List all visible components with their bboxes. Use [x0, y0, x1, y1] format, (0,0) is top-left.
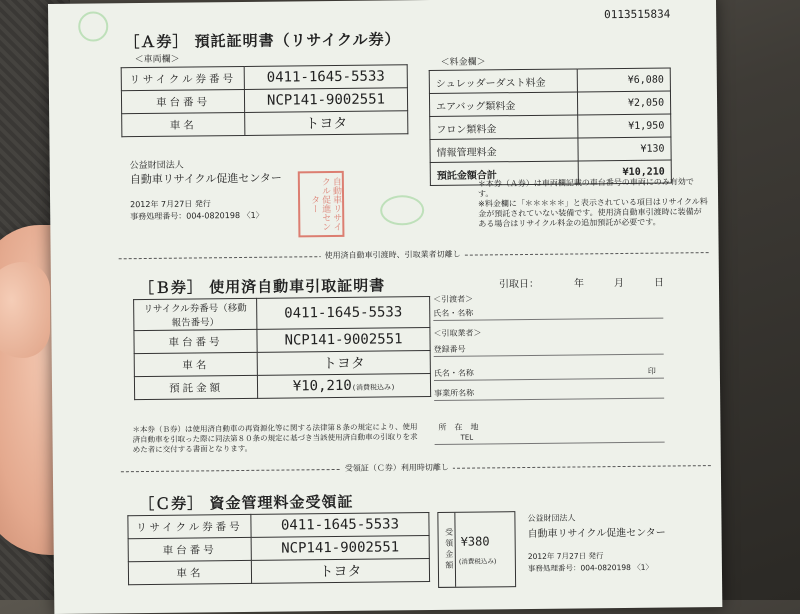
a-note-fees: ※料金欄に「＊＊＊＊＊」と表示されている項目はリサイクル料金が預託されていない装備です。使用済自動車引渡時に装備がある場合はリサイクル料金の追加預託が必要です。: [478, 197, 708, 229]
receipt-box: [437, 511, 516, 588]
c-label-ticket: リサイクル券番号: [128, 514, 251, 538]
b-deposit-amount: ¥10,210: [292, 377, 352, 395]
handover-caption: ＜引渡者＞: [433, 294, 474, 304]
a-title: ［Ａ券］ 預託証明書（リサイクル券）: [124, 30, 401, 52]
a-vehicle-caption: ＜車両欄＞: [134, 54, 180, 66]
a-ticket-number: 0411-1645-5533: [244, 65, 407, 90]
a-make: トヨタ: [245, 111, 408, 136]
b-label-make: 車名: [134, 352, 257, 376]
handover-name-label: 氏名・名称: [433, 308, 474, 318]
receipt-label: 受領金額: [438, 513, 456, 587]
c-issue-date: 2012年 7月27日 発行: [527, 551, 604, 562]
reg-no-line: [434, 354, 664, 357]
c-org-name: 自動車リサイクル促進センター: [527, 527, 666, 541]
a-fee-caption: ＜料金欄＞: [440, 57, 486, 68]
fee-label-shredder: シュレッダーダスト料金: [429, 69, 577, 94]
a-label-chassis: 車台番号: [121, 89, 244, 113]
a-fee-table: [429, 67, 672, 186]
c-title: ［Ｃ券］ 資金管理料金受領証: [139, 492, 354, 514]
c-office-number: 事務処理番号：004-0820198 〈1〉: [527, 562, 654, 574]
b-label-deposit: 預託金額: [134, 375, 257, 399]
a-issue-date: 2012年 7月27日 発行: [130, 199, 211, 210]
b-label-chassis: 車台番号: [134, 329, 257, 353]
tel-label: TEL: [460, 433, 474, 442]
fee-label-total: 預託金額合計: [430, 161, 578, 186]
a-vehicle-table: [121, 64, 409, 137]
fee-shredder: ¥6,080: [577, 68, 670, 92]
a-org-type: 公益財団法人: [129, 160, 184, 172]
a-note-validity: ＊本券（Ａ券）は車両欄記載の車台番号の車両にのみ有効です。: [477, 177, 694, 199]
b-legal-note: ＊本券（Ｂ券）は使用済自動車の再資源化等に関する法律第８条の規定により、使用済自動車を引取った際に同法第８０条の規定に基づき当該使用済自動車の引取りを求めた者に交付する書面となります。: [132, 422, 418, 455]
fee-label-info: 情報管理料金: [430, 138, 578, 163]
recycle-mark: [380, 195, 424, 225]
a-chassis-number: NCP141-9002551: [244, 88, 407, 113]
a-label-ticket: リサイクル券番号: [121, 66, 244, 90]
receiver-caption: ＜引取業者＞: [433, 328, 482, 338]
b-label-ticket: リサイクル券番号（移動報告番号）: [134, 298, 257, 330]
fee-total: ¥10,210: [578, 160, 671, 184]
cut-line-1-label: 使用済自動車引渡時、引取業者切離し: [321, 249, 465, 262]
b-make: トヨタ: [257, 351, 430, 376]
fee-airbag: ¥2,050: [577, 91, 670, 115]
b-ticket-number: 0411-1645-5533: [257, 297, 430, 330]
c-vehicle-table: [127, 512, 430, 585]
fee-freon: ¥1,950: [578, 114, 671, 138]
stamp-mark: 印: [647, 366, 656, 376]
c-label-chassis: 車台番号: [128, 537, 251, 561]
a-org-name: 自動車リサイクル促進センター: [129, 171, 282, 187]
receiver-name-label: 氏名・名称: [433, 368, 474, 378]
b-chassis-number: NCP141-9002551: [257, 328, 430, 353]
fee-label-freon: フロン類料金: [430, 115, 578, 140]
reg-no-label: 登録番号: [433, 344, 466, 354]
a-office-number: 事務処理番号：004-0820198 〈1〉: [130, 210, 264, 222]
cut-line-2-label: 受領証（Ｃ券）利用時切離し: [341, 462, 453, 474]
c-org-type: 公益財団法人: [527, 513, 576, 524]
c-make: トヨタ: [251, 559, 429, 584]
b-vehicle-table: [133, 296, 431, 400]
a-label-make: 車名: [122, 112, 245, 136]
office-name-label: 事業所名称: [434, 388, 475, 398]
receipt-tax: (消費税込み): [458, 557, 497, 566]
c-chassis-number: NCP141-9002551: [251, 536, 429, 561]
pickup-date: 引取日： 年 月 日: [498, 277, 665, 291]
thumb: [0, 262, 50, 358]
b-deposit-tax: (消費税込み): [351, 383, 396, 392]
fee-label-airbag: エアバッグ類料金: [429, 92, 577, 117]
receipt-amount: ¥380: [460, 534, 490, 549]
logo-mark: [78, 11, 108, 41]
b-title: ［Ｂ券］ 使用済自動車引取証明書: [138, 276, 386, 298]
c-label-make: 車名: [128, 560, 251, 584]
address-line: [435, 442, 665, 445]
c-ticket-number: 0411-1645-5533: [251, 513, 429, 538]
address-label: 所 在 地: [438, 422, 479, 432]
recycling-ticket: [48, 0, 722, 614]
serial-number: 0113515834: [604, 7, 671, 22]
fee-info: ¥130: [578, 137, 671, 161]
official-seal: 自動車リサイクル促進センター: [298, 171, 345, 237]
